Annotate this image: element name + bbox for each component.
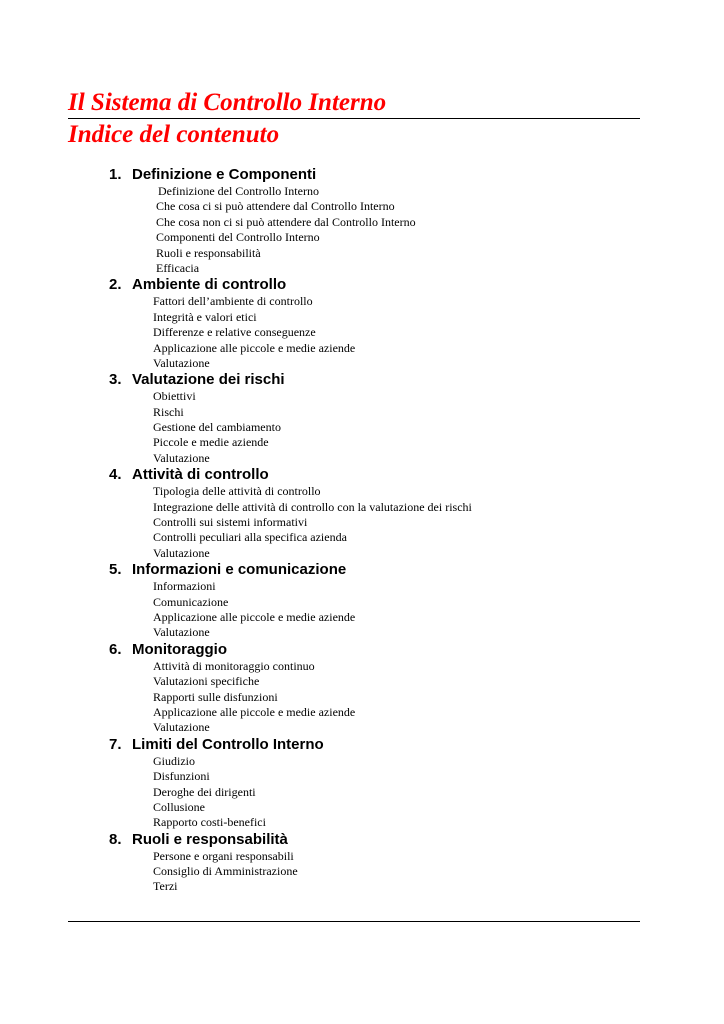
toc-subsection-item: Ruoli e responsabilità bbox=[156, 245, 261, 260]
toc-subsection-item: Obiettivi bbox=[153, 389, 196, 404]
toc-section-heading bbox=[0, 831, 724, 849]
toc-subsection-item: Applicazione alle piccole e medie aziende bbox=[153, 704, 356, 719]
toc-subsection-item: Applicazione alle piccole e medie aziende bbox=[153, 609, 356, 624]
toc-section-number: 5. bbox=[109, 561, 122, 579]
toc-subsection-item: Valutazione bbox=[153, 450, 210, 465]
toc-subsection-list bbox=[0, 389, 724, 466]
toc-section bbox=[0, 466, 724, 561]
toc-section-title: Limiti del Controllo Interno bbox=[132, 735, 324, 753]
toc-subsection-item: Valutazioni specifiche bbox=[153, 674, 260, 689]
toc-subsection-item: Valutazione bbox=[153, 545, 210, 560]
toc-subsection-item: Terzi bbox=[153, 879, 178, 894]
toc-subsection-item: Fattori dell’ambiente di controllo bbox=[153, 294, 313, 309]
toc-section bbox=[0, 561, 724, 641]
toc-subsection-item: Differenze e relative conseguenze bbox=[153, 325, 316, 340]
toc-subsection-item: Valutazione bbox=[153, 355, 210, 370]
toc-section bbox=[0, 276, 724, 371]
toc-subsection-item: Piccole e medie aziende bbox=[153, 435, 269, 450]
toc-subsection-item: Disfunzioni bbox=[153, 769, 210, 784]
toc-section-number: 3. bbox=[109, 371, 122, 389]
toc-subsection-list bbox=[0, 659, 724, 736]
toc-subsection-list bbox=[0, 484, 724, 561]
toc-subsection-list bbox=[0, 754, 724, 831]
toc-subsection-item: Collusione bbox=[153, 799, 206, 814]
toc-section-title: Valutazione dei rischi bbox=[132, 371, 285, 389]
toc-subsection-item: Comunicazione bbox=[153, 594, 229, 609]
toc-section bbox=[0, 831, 724, 895]
toc-subsection-item: Tipologia delle attività di controllo bbox=[153, 484, 321, 499]
toc-subsection-item: Deroghe dei dirigenti bbox=[153, 784, 256, 799]
toc-subsection-item: Che cosa non ci si può attendere dal Controllo Interno bbox=[156, 214, 416, 229]
toc-section-title: Definizione e Componenti bbox=[132, 166, 317, 183]
toc-subsection-item: Rapporto costi-benefici bbox=[153, 815, 266, 830]
toc-subsection-item: Che cosa ci si può attendere dal Controllo Interno bbox=[156, 199, 395, 214]
toc-subsection-item: Integrazione delle attività di controllo con la valutazione dei rischi bbox=[153, 499, 472, 514]
toc-subsection-list bbox=[0, 184, 724, 276]
toc-section-title: Informazioni e comunicazione bbox=[132, 561, 347, 579]
toc-subsection-item: Rischi bbox=[153, 404, 184, 419]
toc-section bbox=[0, 371, 724, 466]
toc-section bbox=[0, 736, 724, 831]
toc-subsection-item: Giudizio bbox=[153, 753, 195, 768]
toc-section-number: 8. bbox=[109, 830, 122, 848]
footer-divider bbox=[68, 921, 640, 922]
toc-subsection-item: Attività di monitoraggio continuo bbox=[153, 658, 315, 673]
toc-section bbox=[0, 641, 724, 736]
toc-subsection-item: Persone e organi responsabili bbox=[153, 848, 294, 863]
toc-section bbox=[0, 166, 724, 276]
toc-subsection-item: Definizione del Controllo Interno bbox=[158, 184, 319, 198]
toc-section-heading bbox=[0, 641, 724, 659]
document-subtitle: Indice del contenuto bbox=[68, 121, 280, 148]
toc-subsection-item: Integrità e valori etici bbox=[153, 309, 257, 324]
toc-section-title: Ruoli e responsabilità bbox=[132, 830, 288, 848]
toc-subsection-item: Valutazione bbox=[153, 625, 210, 640]
toc-section-title: Ambiente di controllo bbox=[132, 276, 287, 294]
toc-subsection-item: Applicazione alle piccole e medie aziende bbox=[153, 340, 356, 355]
title-divider bbox=[68, 118, 640, 119]
toc-section-number: 4. bbox=[109, 466, 122, 484]
document-title: Il Sistema di Controllo Interno bbox=[68, 89, 387, 116]
table-of-contents bbox=[0, 166, 724, 895]
toc-subsection-list bbox=[0, 579, 724, 641]
toc-section-heading bbox=[0, 561, 724, 579]
toc-subsection-item: Efficacia bbox=[156, 260, 200, 275]
toc-subsection-item: Rapporti sulle disfunzioni bbox=[153, 689, 278, 704]
toc-section-heading bbox=[0, 371, 724, 389]
toc-section-heading bbox=[0, 466, 724, 484]
toc-section-number: 2. bbox=[109, 276, 122, 294]
toc-section-heading bbox=[0, 166, 724, 184]
toc-section-number: 7. bbox=[109, 735, 122, 753]
toc-subsection-item: Informazioni bbox=[153, 579, 216, 594]
toc-section-number: 6. bbox=[109, 640, 122, 658]
toc-subsection-list bbox=[0, 294, 724, 371]
toc-subsection-item: Consiglio di Amministrazione bbox=[153, 864, 298, 879]
toc-section-number: 1. bbox=[109, 166, 122, 183]
toc-subsection-item: Gestione del cambiamento bbox=[153, 420, 281, 435]
toc-subsection-list bbox=[0, 849, 724, 895]
toc-section-heading bbox=[0, 736, 724, 754]
toc-section-title: Attività di controllo bbox=[132, 466, 269, 484]
toc-subsection-item: Controlli sui sistemi informativi bbox=[153, 515, 308, 530]
toc-section-heading bbox=[0, 276, 724, 294]
toc-subsection-item: Controlli peculiari alla specifica azienda bbox=[153, 530, 347, 545]
toc-subsection-item: Componenti del Controllo Interno bbox=[156, 230, 320, 245]
toc-section-title: Monitoraggio bbox=[132, 640, 227, 658]
toc-subsection-item: Valutazione bbox=[153, 720, 210, 735]
